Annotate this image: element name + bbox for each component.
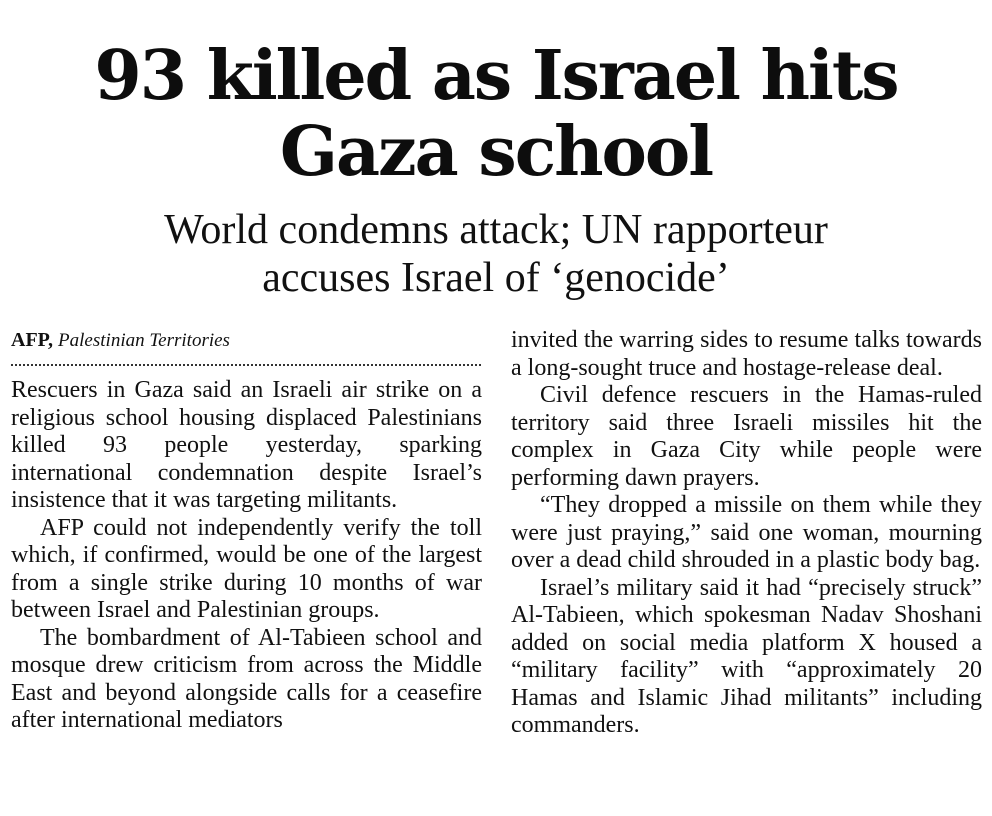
- subheadline: [0, 206, 992, 302]
- byline-divider: [11, 364, 481, 366]
- headline-line-2: Gaza school: [279, 112, 713, 192]
- headline-line-1: 93 killed as Israel hits: [94, 36, 898, 116]
- paragraph-4: Civil defence rescuers in the Hamas-ruled territory said three Israeli missiles hit the complex in Gaza City while people were performing dawn prayers.: [511, 382, 982, 491]
- paragraph-1: Rescuers in Gaza said an Israeli air strike on a religious school housing displaced Palestinians killed 93 people yesterday, sparking international condemnation despite Israel’s insistence that it was targeting militants.: [11, 377, 482, 513]
- byline-agency: AFP,: [11, 329, 54, 351]
- byline-location: Palestinian Territories: [58, 330, 230, 351]
- subheadline-line-2: accuses Israel of ‘genocide’: [262, 255, 730, 301]
- paragraph-3-continued: invited the warring sides to resume talks towards a long-sought truce and hostage-release deal.: [511, 327, 982, 381]
- article-column-right: [511, 327, 982, 740]
- article-column-left: [11, 377, 482, 735]
- paragraph-6: Israel’s military said it had “precisely struck” Al-Tabieen, which spokesman Nadav Shoshani added on social media platform X housed a “military facility” with “approximately 20 Hamas and Islamic Jihad militants” including commanders.: [511, 574, 982, 738]
- headline: [0, 38, 992, 190]
- subheadline-line-1: World condemns attack; UN rapporteur: [164, 207, 828, 253]
- paragraph-5: “They dropped a missile on them while they were just praying,” said one woman, mourning over a dead child shrouded in a plastic body bag.: [511, 492, 982, 573]
- paragraph-3: The bombardment of Al-Tabieen school and mosque drew criticism from across the Middle East and beyond alongside calls for a ceasefire after international mediators: [11, 624, 482, 733]
- paragraph-2: AFP could not independently verify the toll which, if confirmed, would be one of the largest from a single strike during 10 months of war between Israel and Palestinian groups.: [11, 514, 482, 623]
- byline: [11, 327, 481, 354]
